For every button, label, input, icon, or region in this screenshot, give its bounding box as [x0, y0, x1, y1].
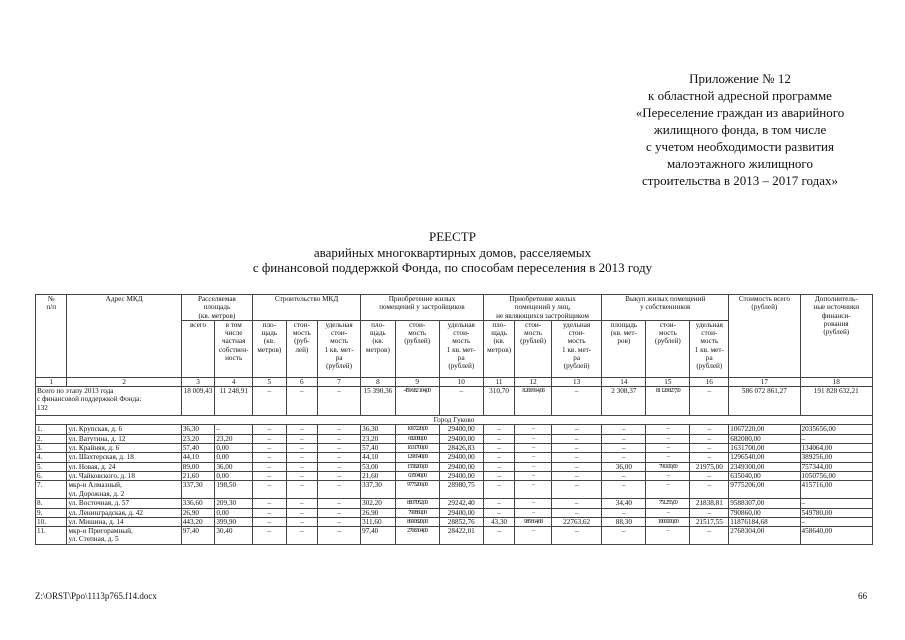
appendix-header: [590, 70, 890, 189]
row-cell: 757344,00: [800, 462, 872, 471]
row-cell: –: [286, 471, 317, 480]
row-cell: 23,20: [181, 434, 215, 443]
table-row: [36, 453, 873, 462]
row-cell: 21,60: [361, 471, 396, 480]
row-cell: 790860,00: [729, 508, 800, 517]
sub-cost: стои- мость (рублей): [515, 320, 552, 377]
row-cell: –: [602, 527, 646, 545]
row-address: ул. Крупская, д. 6: [67, 425, 181, 434]
row-cell: –: [318, 471, 361, 480]
row-cell: 0,00: [215, 471, 253, 480]
row-cell: –: [646, 453, 690, 462]
row-cell: –: [483, 508, 514, 517]
row-cell: –: [483, 499, 514, 508]
column-number: 10: [439, 377, 483, 386]
sub-unit-cost: удельная стои- мость 1 кв. мет- ра (рублей): [318, 320, 361, 377]
table-row: [36, 517, 873, 526]
row-cell: –: [286, 453, 317, 462]
row-cell: 9775206,00: [395, 481, 439, 499]
row-cell: –: [318, 462, 361, 471]
row-cell: 1067220,00: [395, 425, 439, 434]
total-cell: 81 120 827,59: [646, 387, 690, 416]
row-number: 2.: [36, 434, 67, 443]
col-address-header: Адрес МКД: [67, 295, 181, 378]
row-cell: –: [690, 481, 729, 499]
row-cell: –: [602, 508, 646, 517]
row-cell: 57,40: [181, 444, 215, 453]
col-acq-developer-header: Приобретение жилых помещений у застройщиков: [361, 295, 484, 321]
row-cell: –: [800, 517, 872, 526]
row-address: ул. Ватутина, д. 12: [67, 434, 181, 443]
col-num-header: № п/п: [36, 295, 67, 378]
row-cell: 44,10: [181, 453, 215, 462]
row-address: ул. Восточная, д. 57: [67, 499, 181, 508]
appendix-line: к областной адресной программе: [648, 88, 832, 103]
row-cell: –: [690, 434, 729, 443]
row-cell: –: [551, 425, 601, 434]
row-cell: 1050756,00: [800, 471, 872, 480]
row-cell: 22763,62: [551, 517, 601, 526]
row-cell: 336,60: [181, 499, 215, 508]
row-number: 11.: [36, 527, 67, 545]
row-cell: –: [286, 499, 317, 508]
row-cell: 1296540,00: [395, 453, 439, 462]
row-cell: 97,40: [361, 527, 396, 545]
row-cell: 415716,00: [800, 481, 872, 499]
total-label: Всего по этапу 2013 года с финансовой поддержкой Фонда: 132: [36, 387, 182, 416]
row-cell: 29400,00: [439, 425, 483, 434]
row-address: ул. Чайковского, д. 18: [67, 471, 181, 480]
row-cell: –: [286, 434, 317, 443]
row-cell: –: [286, 508, 317, 517]
row-cell: –: [800, 434, 872, 443]
row-cell: –: [318, 517, 361, 526]
column-number: 16: [690, 377, 729, 386]
row-address: ул. Новая, д. 24: [67, 462, 181, 471]
col-cost-header: Стоимость всего (рублей): [729, 295, 800, 378]
sub-cost: стои- мость (рублей): [395, 320, 439, 377]
row-cell: –: [318, 481, 361, 499]
row-cell: –: [318, 527, 361, 545]
row-cell: 0,00: [215, 453, 253, 462]
row-cell: 209,30: [215, 499, 253, 508]
row-cell: –: [515, 471, 552, 480]
row-cell: 134064,00: [800, 444, 872, 453]
footer-file-path: Z:\ORST\Ppo\1113p765.f14.docx: [35, 591, 157, 601]
row-number: 9.: [36, 508, 67, 517]
sub-cost: стои- мость (руб- лей): [286, 320, 317, 377]
row-cell: 1631700,00: [395, 444, 439, 453]
sub-area: пло- щадь (кв. метров): [361, 320, 396, 377]
table-row: [36, 462, 873, 471]
appendix-line: строительства в 2013 – 2017 годах»: [641, 173, 839, 188]
column-number: 18: [800, 377, 872, 386]
row-cell: –: [215, 425, 253, 434]
row-cell: –: [515, 481, 552, 499]
column-number: 11: [483, 377, 514, 386]
row-cell: –: [483, 527, 514, 545]
row-cell: –: [253, 527, 287, 545]
total-cell: –: [439, 387, 483, 416]
column-number: 12: [515, 377, 552, 386]
row-cell: 2035656,00: [800, 425, 872, 434]
row-number: 3.: [36, 444, 67, 453]
column-number: 7: [318, 377, 361, 386]
row-cell: –: [253, 508, 287, 517]
total-cell: 8 269 914,68: [515, 387, 552, 416]
row-number: 5.: [36, 462, 67, 471]
row-cell: 26,90: [361, 508, 396, 517]
row-cell: –: [515, 508, 552, 517]
table-row: [36, 425, 873, 434]
row-cell: 34,40: [602, 499, 646, 508]
row-cell: –: [690, 508, 729, 517]
row-cell: –: [646, 481, 690, 499]
row-address: мкр-н Пригорамный, ул. Степная, д. 5: [67, 527, 181, 545]
title-main: РЕЕСТР: [429, 229, 476, 244]
column-number: 2: [67, 377, 181, 386]
column-number: 4: [215, 377, 253, 386]
row-cell: –: [253, 481, 287, 499]
row-cell: –: [551, 434, 601, 443]
city-row: [36, 416, 873, 425]
row-cell: 57,40: [361, 444, 396, 453]
total-cell: 15 390,36: [361, 387, 396, 416]
row-cell: –: [515, 425, 552, 434]
row-cell: –: [602, 471, 646, 480]
row-cell: 26,90: [181, 508, 215, 517]
row-cell: –: [515, 434, 552, 443]
total-cell: –: [551, 387, 601, 416]
row-cell: –: [253, 434, 287, 443]
row-cell: –: [646, 471, 690, 480]
row-cell: 30,40: [215, 527, 253, 545]
column-number: 5: [253, 377, 287, 386]
row-cell: –: [318, 453, 361, 462]
row-cell: –: [483, 471, 514, 480]
row-number: 8.: [36, 499, 67, 508]
appendix-line: жилищного фонда, в том числе: [653, 122, 827, 137]
column-number: 1: [36, 377, 67, 386]
sub-unit-cost: удельная стои- мость 1 кв. мет- ра (рублей): [439, 320, 483, 377]
row-cell: –: [602, 444, 646, 453]
row-number: 1.: [36, 425, 67, 434]
row-cell: –: [602, 481, 646, 499]
column-number: 14: [602, 377, 646, 386]
col-extra-header: Дополнитель- ные источники финанси- рования (рублей): [800, 295, 872, 378]
row-cell: –: [286, 462, 317, 471]
table-row: [36, 471, 873, 480]
appendix-line: Приложение № 12: [689, 71, 791, 86]
row-address: ул. Крайняя, д. 6: [67, 444, 181, 453]
row-cell: 29400,00: [439, 453, 483, 462]
row-cell: 21517,55: [690, 517, 729, 526]
row-cell: –: [646, 527, 690, 545]
row-cell: 1296540,00: [729, 453, 800, 462]
column-number: 3: [181, 377, 215, 386]
row-number: 7.: [36, 481, 67, 499]
row-cell: 985664,68: [515, 517, 552, 526]
row-address: ул. Ленинградская, д. 42: [67, 508, 181, 517]
table-row: [36, 434, 873, 443]
col-resettled-header: Расселяемая площадь (кв. метров): [181, 295, 252, 321]
row-cell: 28852,76: [439, 517, 483, 526]
row-cell: –: [483, 481, 514, 499]
row-cell: –: [515, 527, 552, 545]
row-cell: –: [551, 453, 601, 462]
total-row: [36, 387, 873, 416]
sub-unit-cost: удельная стои- мость 1 кв. мет- ра (рублей): [551, 320, 601, 377]
table-row: [36, 508, 873, 517]
row-cell: 11876184,68: [729, 517, 800, 526]
row-address: ул. Шахтерская, д. 18: [67, 453, 181, 462]
row-cell: 389256,00: [800, 453, 872, 462]
row-address: ул. Мишина, д. 14: [67, 517, 181, 526]
row-cell: –: [483, 434, 514, 443]
document-title: [150, 229, 755, 276]
row-cell: 97,40: [181, 527, 215, 545]
row-cell: –: [318, 499, 361, 508]
row-cell: –: [602, 425, 646, 434]
row-cell: 28980,75: [439, 481, 483, 499]
row-cell: 23,20: [215, 434, 253, 443]
row-cell: 635040,00: [729, 471, 800, 480]
row-cell: –: [515, 444, 552, 453]
column-number: 6: [286, 377, 317, 386]
row-cell: 23,20: [361, 434, 396, 443]
row-cell: –: [515, 462, 552, 471]
total-cell: 191 828 632,21: [800, 387, 872, 416]
column-number: 9: [395, 377, 439, 386]
col-acq-nondeveloper-header: Приобретение жилых помещений у лиц, не являющихся застройщиком: [483, 295, 601, 321]
sub-unit-cost: удельная стои- мость 1 кв. мет- ра (рублей): [690, 320, 729, 377]
row-cell: 2349300,00: [729, 462, 800, 471]
row-cell: –: [253, 453, 287, 462]
sub-area: пло- щадь (кв. метров): [483, 320, 514, 377]
row-cell: –: [551, 481, 601, 499]
row-cell: 311,60: [361, 517, 396, 526]
total-cell: 459 682 104,00: [395, 387, 439, 416]
total-cell: 18 009,43: [181, 387, 215, 416]
total-cell: –: [253, 387, 287, 416]
row-cell: –: [483, 462, 514, 471]
sub-area: площадь (кв. мет- ров): [602, 320, 646, 377]
appendix-line: малоэтажного жилищного: [667, 156, 813, 171]
row-cell: 337,30: [181, 481, 215, 499]
row-cell: –: [690, 444, 729, 453]
row-cell: 1631700,00: [729, 444, 800, 453]
row-cell: –: [551, 499, 601, 508]
row-cell: 198,50: [215, 481, 253, 499]
sub-total: всего: [181, 320, 215, 377]
row-cell: –: [690, 425, 729, 434]
column-numbers-row: [36, 377, 873, 386]
sub-owned: в том числе частная собствен- ность: [215, 320, 253, 377]
row-cell: –: [253, 425, 287, 434]
row-cell: 337,30: [361, 481, 396, 499]
row-cell: –: [286, 425, 317, 434]
row-cell: –: [690, 453, 729, 462]
row-cell: –: [551, 462, 601, 471]
row-cell: 443,20: [181, 517, 215, 526]
table-row: [36, 481, 873, 499]
row-cell: 36,30: [181, 425, 215, 434]
table-row: [36, 444, 873, 453]
row-cell: 1067220,00: [729, 425, 800, 434]
row-cell: 28426,83: [439, 444, 483, 453]
row-cell: 44,10: [361, 453, 396, 462]
row-cell: 1558200,00: [395, 462, 439, 471]
row-cell: –: [515, 453, 552, 462]
row-cell: –: [602, 434, 646, 443]
row-number: 10.: [36, 517, 67, 526]
row-cell: 1900000,00: [646, 517, 690, 526]
sub-area: пло- щадь (кв. метров): [253, 320, 287, 377]
row-cell: –: [483, 425, 514, 434]
row-cell: 0,00: [215, 508, 253, 517]
appendix-line: с учетом необходимости развития: [646, 139, 834, 154]
column-number: 17: [729, 377, 800, 386]
row-cell: 458640,00: [800, 527, 872, 545]
row-cell: 43,30: [483, 517, 514, 526]
appendix-line: «Переселение граждан из аварийного: [635, 105, 845, 120]
row-cell: –: [318, 425, 361, 434]
column-number: 15: [646, 377, 690, 386]
row-cell: –: [515, 499, 552, 508]
row-cell: 2768304,00: [729, 527, 800, 545]
row-cell: –: [253, 517, 287, 526]
row-cell: –: [551, 444, 601, 453]
row-cell: –: [646, 425, 690, 434]
row-cell: –: [646, 434, 690, 443]
city-name: Город Гуково: [36, 416, 873, 425]
row-cell: 549780,00: [800, 508, 872, 517]
row-address: мкр-н Алмазный, ул. Дорожная, д. 2: [67, 481, 181, 499]
registry-table: [35, 294, 873, 545]
row-cell: –: [646, 508, 690, 517]
row-cell: 21975,00: [690, 462, 729, 471]
row-cell: 9775206,00: [729, 481, 800, 499]
row-cell: 21838,81: [690, 499, 729, 508]
table-row: [36, 527, 873, 545]
row-cell: 89,00: [181, 462, 215, 471]
total-cell: 586 072 861,27: [729, 387, 800, 416]
row-cell: –: [602, 453, 646, 462]
total-cell: –: [318, 387, 361, 416]
row-cell: 791100,00: [646, 462, 690, 471]
row-cell: 29400,00: [439, 508, 483, 517]
row-cell: 29400,00: [439, 471, 483, 480]
row-cell: –: [690, 527, 729, 545]
row-cell: 399,90: [215, 517, 253, 526]
row-cell: 751255,00: [646, 499, 690, 508]
row-cell: –: [286, 517, 317, 526]
row-cell: 28422,01: [439, 527, 483, 545]
row-cell: 302,20: [361, 499, 396, 508]
row-cell: 682080,00: [729, 434, 800, 443]
row-cell: 29400,00: [439, 434, 483, 443]
table-row: [36, 499, 873, 508]
title-subline: с финансовой поддержкой Фонда, по способам переселения в 2013 году: [252, 260, 653, 275]
row-cell: –: [318, 444, 361, 453]
row-cell: –: [318, 508, 361, 517]
row-cell: –: [483, 453, 514, 462]
col-buyout-header: Выкуп жилых помещений у собственников: [602, 295, 729, 321]
row-cell: –: [800, 499, 872, 508]
title-subline: аварийных многоквартирных домов, расселяемых: [313, 244, 592, 260]
row-cell: 53,00: [361, 462, 396, 471]
column-number: 8: [361, 377, 396, 386]
total-cell: 310,70: [483, 387, 514, 416]
row-number: 6.: [36, 471, 67, 480]
row-cell: 29400,00: [439, 462, 483, 471]
row-cell: –: [286, 444, 317, 453]
row-cell: 36,00: [602, 462, 646, 471]
row-cell: –: [318, 434, 361, 443]
row-cell: 682080,00: [395, 434, 439, 443]
row-cell: 9588307,00: [729, 499, 800, 508]
total-cell: –: [690, 387, 729, 416]
total-cell: 11 248,91: [215, 387, 253, 416]
row-cell: 21,60: [181, 471, 215, 480]
row-cell: –: [551, 508, 601, 517]
row-cell: –: [286, 527, 317, 545]
row-cell: –: [253, 499, 287, 508]
row-cell: 88,30: [602, 517, 646, 526]
row-number: 4.: [36, 453, 67, 462]
row-cell: 36,00: [215, 462, 253, 471]
row-cell: 2768304,00: [395, 527, 439, 545]
row-cell: 8990820,00: [395, 517, 439, 526]
row-cell: –: [551, 471, 601, 480]
col-construction-header: Строительство МКД: [253, 295, 361, 321]
sub-cost: стои- мость (рублей): [646, 320, 690, 377]
page-number: 66: [858, 591, 867, 601]
row-cell: –: [483, 444, 514, 453]
row-cell: 8837052,00: [395, 499, 439, 508]
total-cell: –: [286, 387, 317, 416]
row-cell: 0,00: [215, 444, 253, 453]
row-cell: –: [690, 471, 729, 480]
row-cell: 790860,00: [395, 508, 439, 517]
row-cell: –: [646, 444, 690, 453]
row-cell: 36,30: [361, 425, 396, 434]
row-cell: 29242,40: [439, 499, 483, 508]
column-number: 13: [551, 377, 601, 386]
row-cell: –: [286, 481, 317, 499]
row-cell: –: [253, 462, 287, 471]
row-cell: –: [253, 471, 287, 480]
row-cell: –: [551, 527, 601, 545]
row-cell: 635040,00: [395, 471, 439, 480]
total-cell: 2 308,37: [602, 387, 646, 416]
row-cell: –: [253, 444, 287, 453]
